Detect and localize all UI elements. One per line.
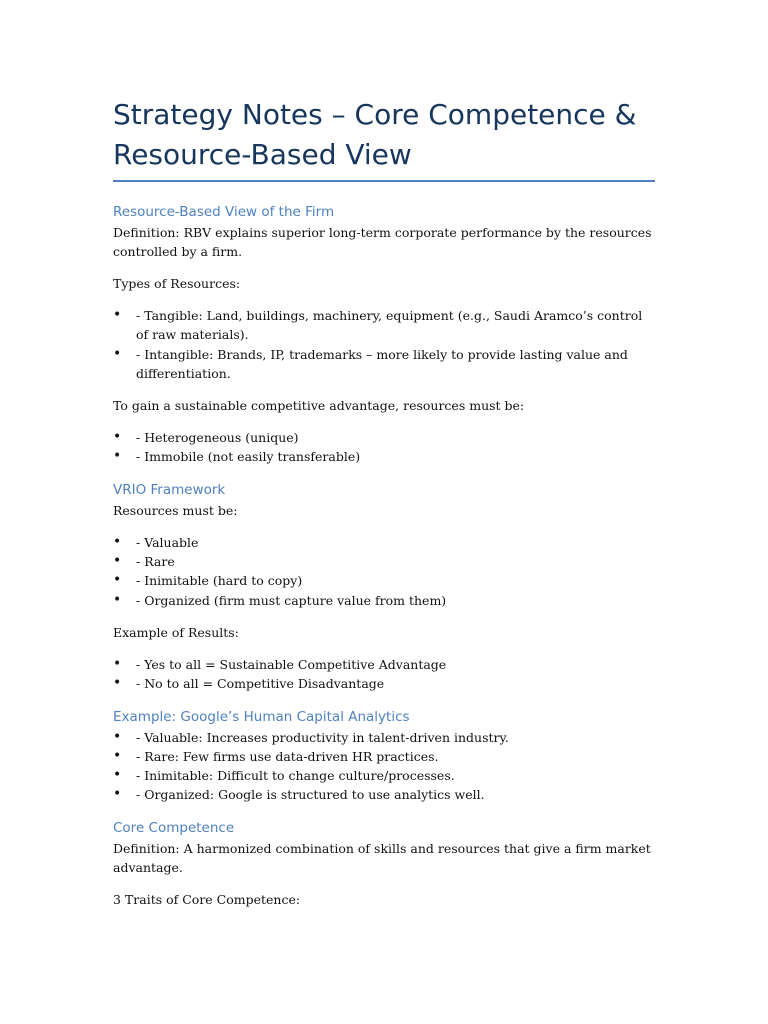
vrio-criteria-list <box>113 533 655 610</box>
list-item: • - Heterogeneous (unique) <box>113 428 655 447</box>
section-heading-google: Example: Google’s Human Capital Analytics <box>113 708 410 725</box>
section-heading-core: Core Competence <box>113 819 235 836</box>
rbv-definition: Definition: RBV explains superior long-term corporate performance by the resources controlled by a firm. <box>113 225 652 259</box>
rbv-sca-list <box>113 428 655 467</box>
vrio-results-list <box>113 655 655 694</box>
section-heading-vrio: VRIO Framework <box>113 481 226 498</box>
list-item: • - Valuable: Increases productivity in talent-driven industry. <box>113 728 655 747</box>
rbv-sca-label: To gain a sustainable competitive advantage, resources must be: <box>113 398 525 414</box>
title-underline <box>113 180 655 182</box>
document-body <box>113 200 655 909</box>
rbv-types-label: Types of Resources: <box>113 276 241 291</box>
list-item: • - Tangible: Land, buildings, machinery, equipment (e.g., Saudi Aramco’s control of raw materials). <box>113 306 655 345</box>
list-item: • - Organized: Google is structured to use analytics well. <box>113 785 655 804</box>
page-title: Strategy Notes – Core Competence & Resource-Based View <box>113 98 637 171</box>
google-points-list <box>113 728 655 805</box>
section-heading-rbv: Resource-Based View of the Firm <box>113 204 335 220</box>
list-item: • - Inimitable (hard to copy) <box>113 571 655 590</box>
core-definition: Definition: A harmonized combination of skills and resources that give a firm market advantage. <box>113 840 651 875</box>
list-item: • - Intangible: Brands, IP, trademarks – more likely to provide lasting value and differentiation. <box>113 345 655 384</box>
vrio-results-label: Example of Results: <box>113 624 239 640</box>
list-item: • - Organized (firm must capture value from them) <box>113 591 655 610</box>
list-item: • - Immobile (not easily transferable) <box>113 447 655 466</box>
list-item: • - Inimitable: Difficult to change culture/processes. <box>113 766 655 785</box>
list-item: • - Rare <box>113 552 655 571</box>
list-item: • - No to all = Competitive Disadvantage <box>113 674 655 693</box>
list-item: • - Rare: Few firms use data-driven HR practices. <box>113 747 655 766</box>
rbv-types-list <box>113 306 655 383</box>
list-item: • - Valuable <box>113 533 655 552</box>
core-traits-label: 3 Traits of Core Competence: <box>113 891 301 907</box>
list-item: • - Yes to all = Sustainable Competitive Advantage <box>113 655 655 674</box>
vrio-intro: Resources must be: <box>113 502 238 518</box>
